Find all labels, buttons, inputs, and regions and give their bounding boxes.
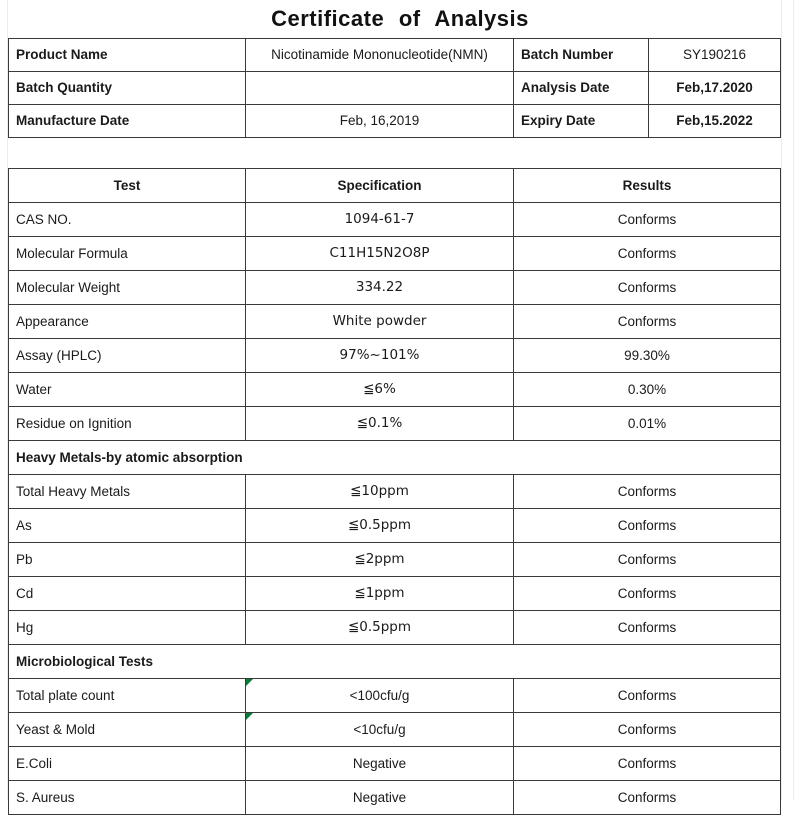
table-row (9, 407, 781, 441)
table-section-row (9, 645, 781, 679)
test-name-cell: Pb (9, 543, 246, 577)
result-cell: Conforms (514, 679, 781, 713)
table-row (9, 271, 781, 305)
table-section-row (9, 441, 781, 475)
info-value-batch-quantity (246, 72, 514, 105)
table-row (9, 72, 781, 105)
test-name-cell: Water (9, 373, 246, 407)
page-title: Certificate of Analysis (271, 6, 529, 31)
table-row (9, 475, 781, 509)
result-cell: Conforms (514, 781, 781, 815)
specification-cell: <10cfu/g (246, 713, 514, 747)
column-header-results: Results (514, 169, 781, 203)
info-label-analysis-date: Analysis Date (514, 72, 649, 105)
table-row (9, 237, 781, 271)
test-name-cell: Residue on Ignition (9, 407, 246, 441)
section-header-microbiological: Microbiological Tests (9, 645, 781, 679)
specification-cell: ≦0.5ppm (246, 509, 514, 543)
result-cell: Conforms (514, 747, 781, 781)
info-value-expiry-date: Feb,15.2022 (649, 105, 781, 138)
table-row (9, 373, 781, 407)
table-header-row (9, 169, 781, 203)
result-cell: Conforms (514, 203, 781, 237)
specification-cell: Negative (246, 781, 514, 815)
product-info-table (8, 38, 781, 138)
test-name-cell: S. Aureus (9, 781, 246, 815)
test-name-cell: Appearance (9, 305, 246, 339)
info-value-product-name: Nicotinamide Mononucleotide(NMN) (246, 39, 514, 72)
info-label-batch-number: Batch Number (514, 39, 649, 72)
section-header-heavy-metals: Heavy Metals-by atomic absorption (9, 441, 781, 475)
table-row (9, 203, 781, 237)
table-row (9, 105, 781, 138)
table-row (9, 339, 781, 373)
info-value-analysis-date: Feb,17.2020 (649, 72, 781, 105)
gridline-right (781, 0, 782, 800)
specification-cell: 97%~101% (246, 339, 514, 373)
result-cell: Conforms (514, 611, 781, 645)
result-cell: Conforms (514, 305, 781, 339)
result-cell: 99.30% (514, 339, 781, 373)
column-header-test: Test (9, 169, 246, 203)
table-row (9, 543, 781, 577)
table-row (9, 713, 781, 747)
test-name-cell: Total Heavy Metals (9, 475, 246, 509)
table-row (9, 611, 781, 645)
specification-cell: ≦2ppm (246, 543, 514, 577)
result-cell: 0.30% (514, 373, 781, 407)
test-name-cell: Molecular Weight (9, 271, 246, 305)
column-header-specification: Specification (246, 169, 514, 203)
table-row (9, 747, 781, 781)
specification-cell: 334.22 (246, 271, 514, 305)
specification-cell: ≦6% (246, 373, 514, 407)
info-label-manufacture-date: Manufacture Date (9, 105, 246, 138)
specification-cell: White powder (246, 305, 514, 339)
test-name-cell: Assay (HPLC) (9, 339, 246, 373)
specification-cell: Negative (246, 747, 514, 781)
test-name-cell: Yeast & Mold (9, 713, 246, 747)
info-value-batch-number: SY190216 (649, 39, 781, 72)
result-cell: Conforms (514, 475, 781, 509)
result-cell: Conforms (514, 543, 781, 577)
result-cell: Conforms (514, 237, 781, 271)
result-cell: Conforms (514, 271, 781, 305)
test-name-cell: CAS NO. (9, 203, 246, 237)
table-row (9, 305, 781, 339)
test-name-cell: E.Coli (9, 747, 246, 781)
title-bar (0, 0, 800, 38)
test-name-cell: Cd (9, 577, 246, 611)
result-cell: 0.01% (514, 407, 781, 441)
info-label-expiry-date: Expiry Date (514, 105, 649, 138)
test-name-cell: Total plate count (9, 679, 246, 713)
table-row (9, 577, 781, 611)
info-label-product-name: Product Name (9, 39, 246, 72)
result-cell: Conforms (514, 713, 781, 747)
result-cell: Conforms (514, 577, 781, 611)
table-row (9, 781, 781, 815)
specification-cell: ≦0.1% (246, 407, 514, 441)
info-value-manufacture-date: Feb, 16,2019 (246, 105, 514, 138)
table-row (9, 679, 781, 713)
test-name-cell: As (9, 509, 246, 543)
analysis-results-table (8, 168, 781, 815)
gridline-far-right (793, 0, 794, 800)
specification-cell: C11H15N2O8P (246, 237, 514, 271)
specification-cell: ≦0.5ppm (246, 611, 514, 645)
specification-cell: ≦10ppm (246, 475, 514, 509)
specification-cell: ≦1ppm (246, 577, 514, 611)
specification-cell: <100cfu/g (246, 679, 514, 713)
test-name-cell: Molecular Formula (9, 237, 246, 271)
info-label-batch-quantity: Batch Quantity (9, 72, 246, 105)
specification-cell: 1094-61-7 (246, 203, 514, 237)
table-row (9, 39, 781, 72)
test-name-cell: Hg (9, 611, 246, 645)
result-cell: Conforms (514, 509, 781, 543)
table-row (9, 509, 781, 543)
